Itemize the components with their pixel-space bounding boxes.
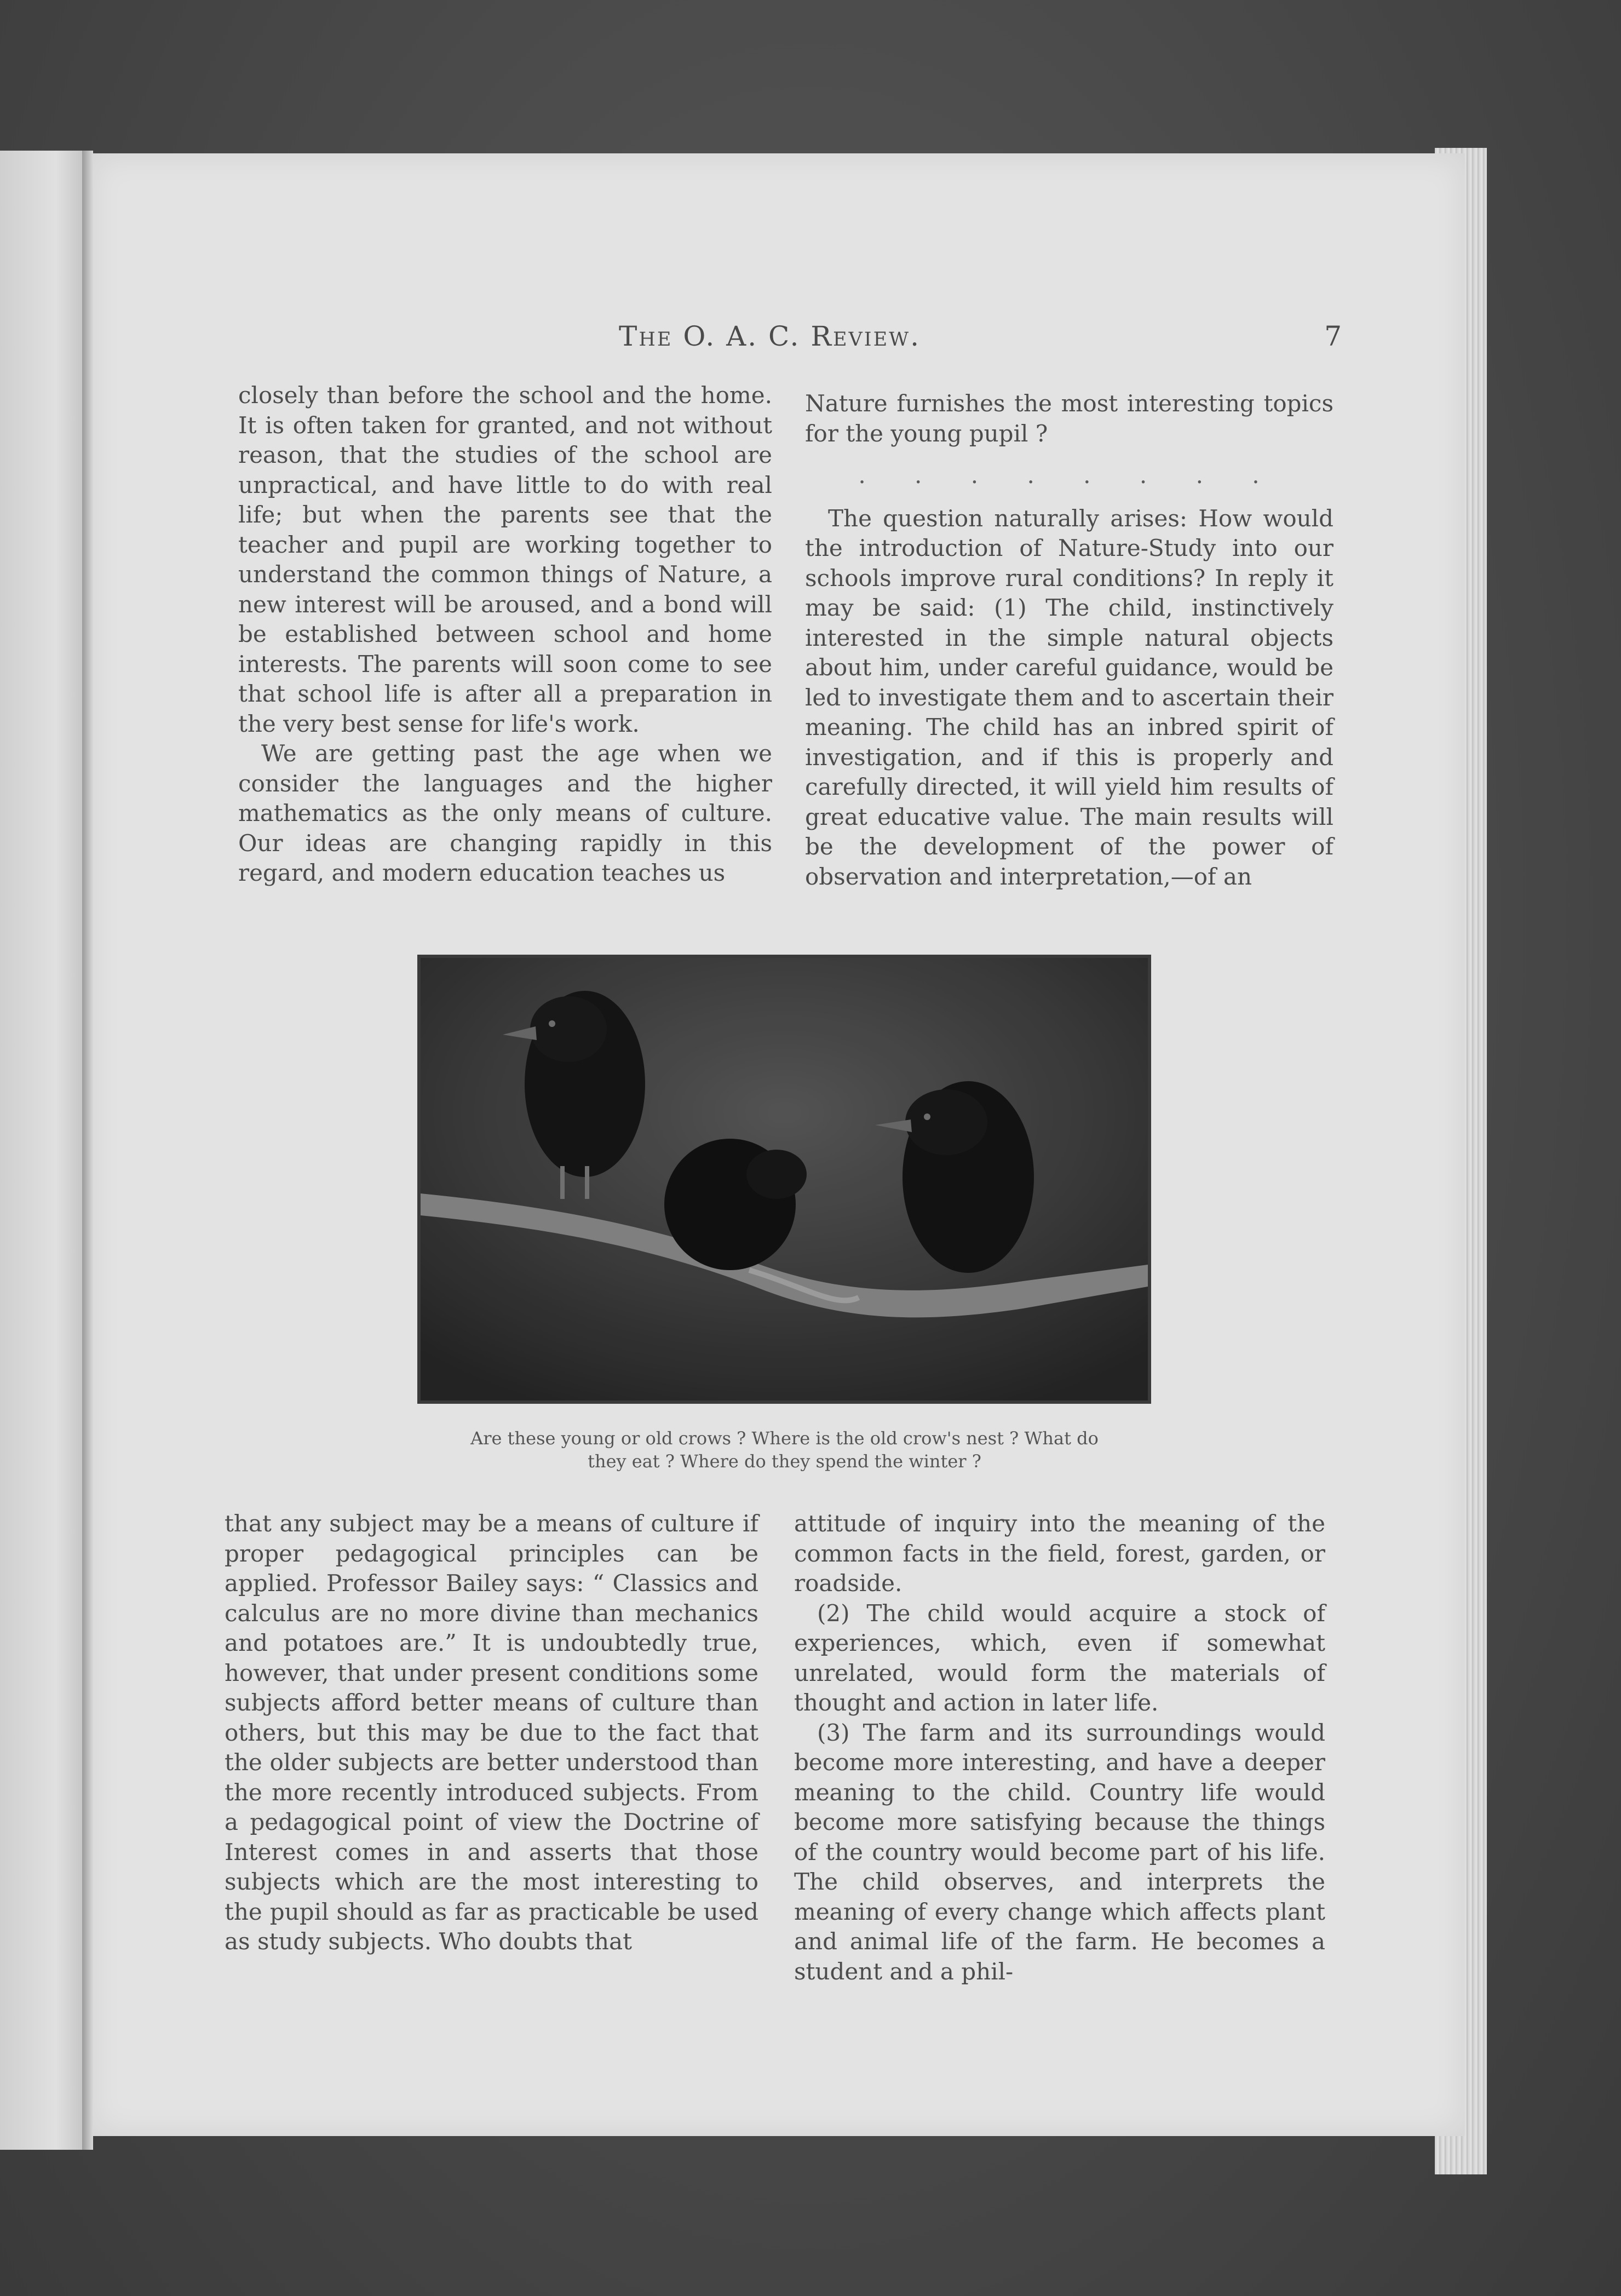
page-number: 7	[1324, 320, 1342, 352]
paragraph: closely than before the school and the home. It is oftеn taken for granted, and not without reason, that the studies of the school are unpractical, and have little to do with real life; but when the parents see that the teacher and pupil are working together to understand the common things of Nature, a new interest will be aroused, and a bond will be established between school and home interests. The parents will soon come to see that school life is after all a preparation in the very best sense for life's work.	[238, 382, 772, 737]
bottom-left-column	[225, 1509, 758, 1957]
section-separator: . . . . . . . .	[858, 462, 1280, 489]
bottom-right-column	[794, 1509, 1325, 1987]
crows-photograph	[417, 955, 1151, 1404]
top-left-column	[238, 381, 772, 888]
paragraph: attitude of inquiry into the meaning of the common facts in the field, forest, garden, or roadside.	[794, 1510, 1325, 1597]
running-header	[619, 320, 1342, 359]
left-facing-page	[0, 151, 93, 2150]
top-right-column	[805, 389, 1333, 892]
caption-line: Are these young or old crows ? Where is the old crow's nest ? What do	[470, 1428, 1099, 1449]
paragraph: We are getting past the age when we consider the languages and the higher mathematics as the only means of culture. Our ideas are changing rapidly in this regard, and modern education teaches us	[238, 740, 772, 886]
book-gutter	[82, 151, 93, 2150]
figure-caption	[405, 1427, 1164, 1473]
journal-title: The O. A. C. Review.	[619, 320, 921, 352]
crows-illustration	[421, 958, 1148, 1400]
paragraph: that any subject may be a means of culture if proper pedagogical principles can be applied. Professor Bailey says: “ Classics and calculus are no more divine than mechanics and potatoes are.” It is undoubtedly true, however, that under present conditions some subjects afford better means of culture than others, but this may be due to the fact that the older subjects are better understood than the more recently introduced subjects. From a pedagogical point of view the Doctrine of Interest comes in and asserts that those subjects which are the most interesting to the pupil should as far as practicable be used as study subjects. Who doubts that	[225, 1510, 758, 1955]
paragraph: Nature furnishes the most interesting topics for the young pupil ?	[805, 390, 1333, 447]
paragraph: (2) The child would acquire a stock of experiences, which, even if somewhat unrelated, would form the materials of thought and action in later life.	[794, 1599, 1325, 1716]
caption-line: they eat ? Where do they spend the winter ?	[588, 1451, 981, 1472]
paragraph: The question naturally arises: How would the introduction of Nature-Study into our schools improve rural conditions? In reply it may be said: (1) The child, instinctively interested in the simple natural objects about him, under careful guidance, would be led to investigate them and to ascertain their meaning. The child has an inbred spirit of investigation, and if this is properly and carefully directed, it will yield him results of great educative value. The main results will be the development of the power of observation and interpretation,—of an	[805, 504, 1333, 890]
paragraph: (3) The farm and its surroundings would become more interesting, and have a deeper meaning to the child. Country life would become more satisfying because the things of the country would become part of his life. The child observes, and interprets the meaning of every change which affects plant and animal life of the farm. He becomes a student and a phil-	[794, 1719, 1325, 1985]
